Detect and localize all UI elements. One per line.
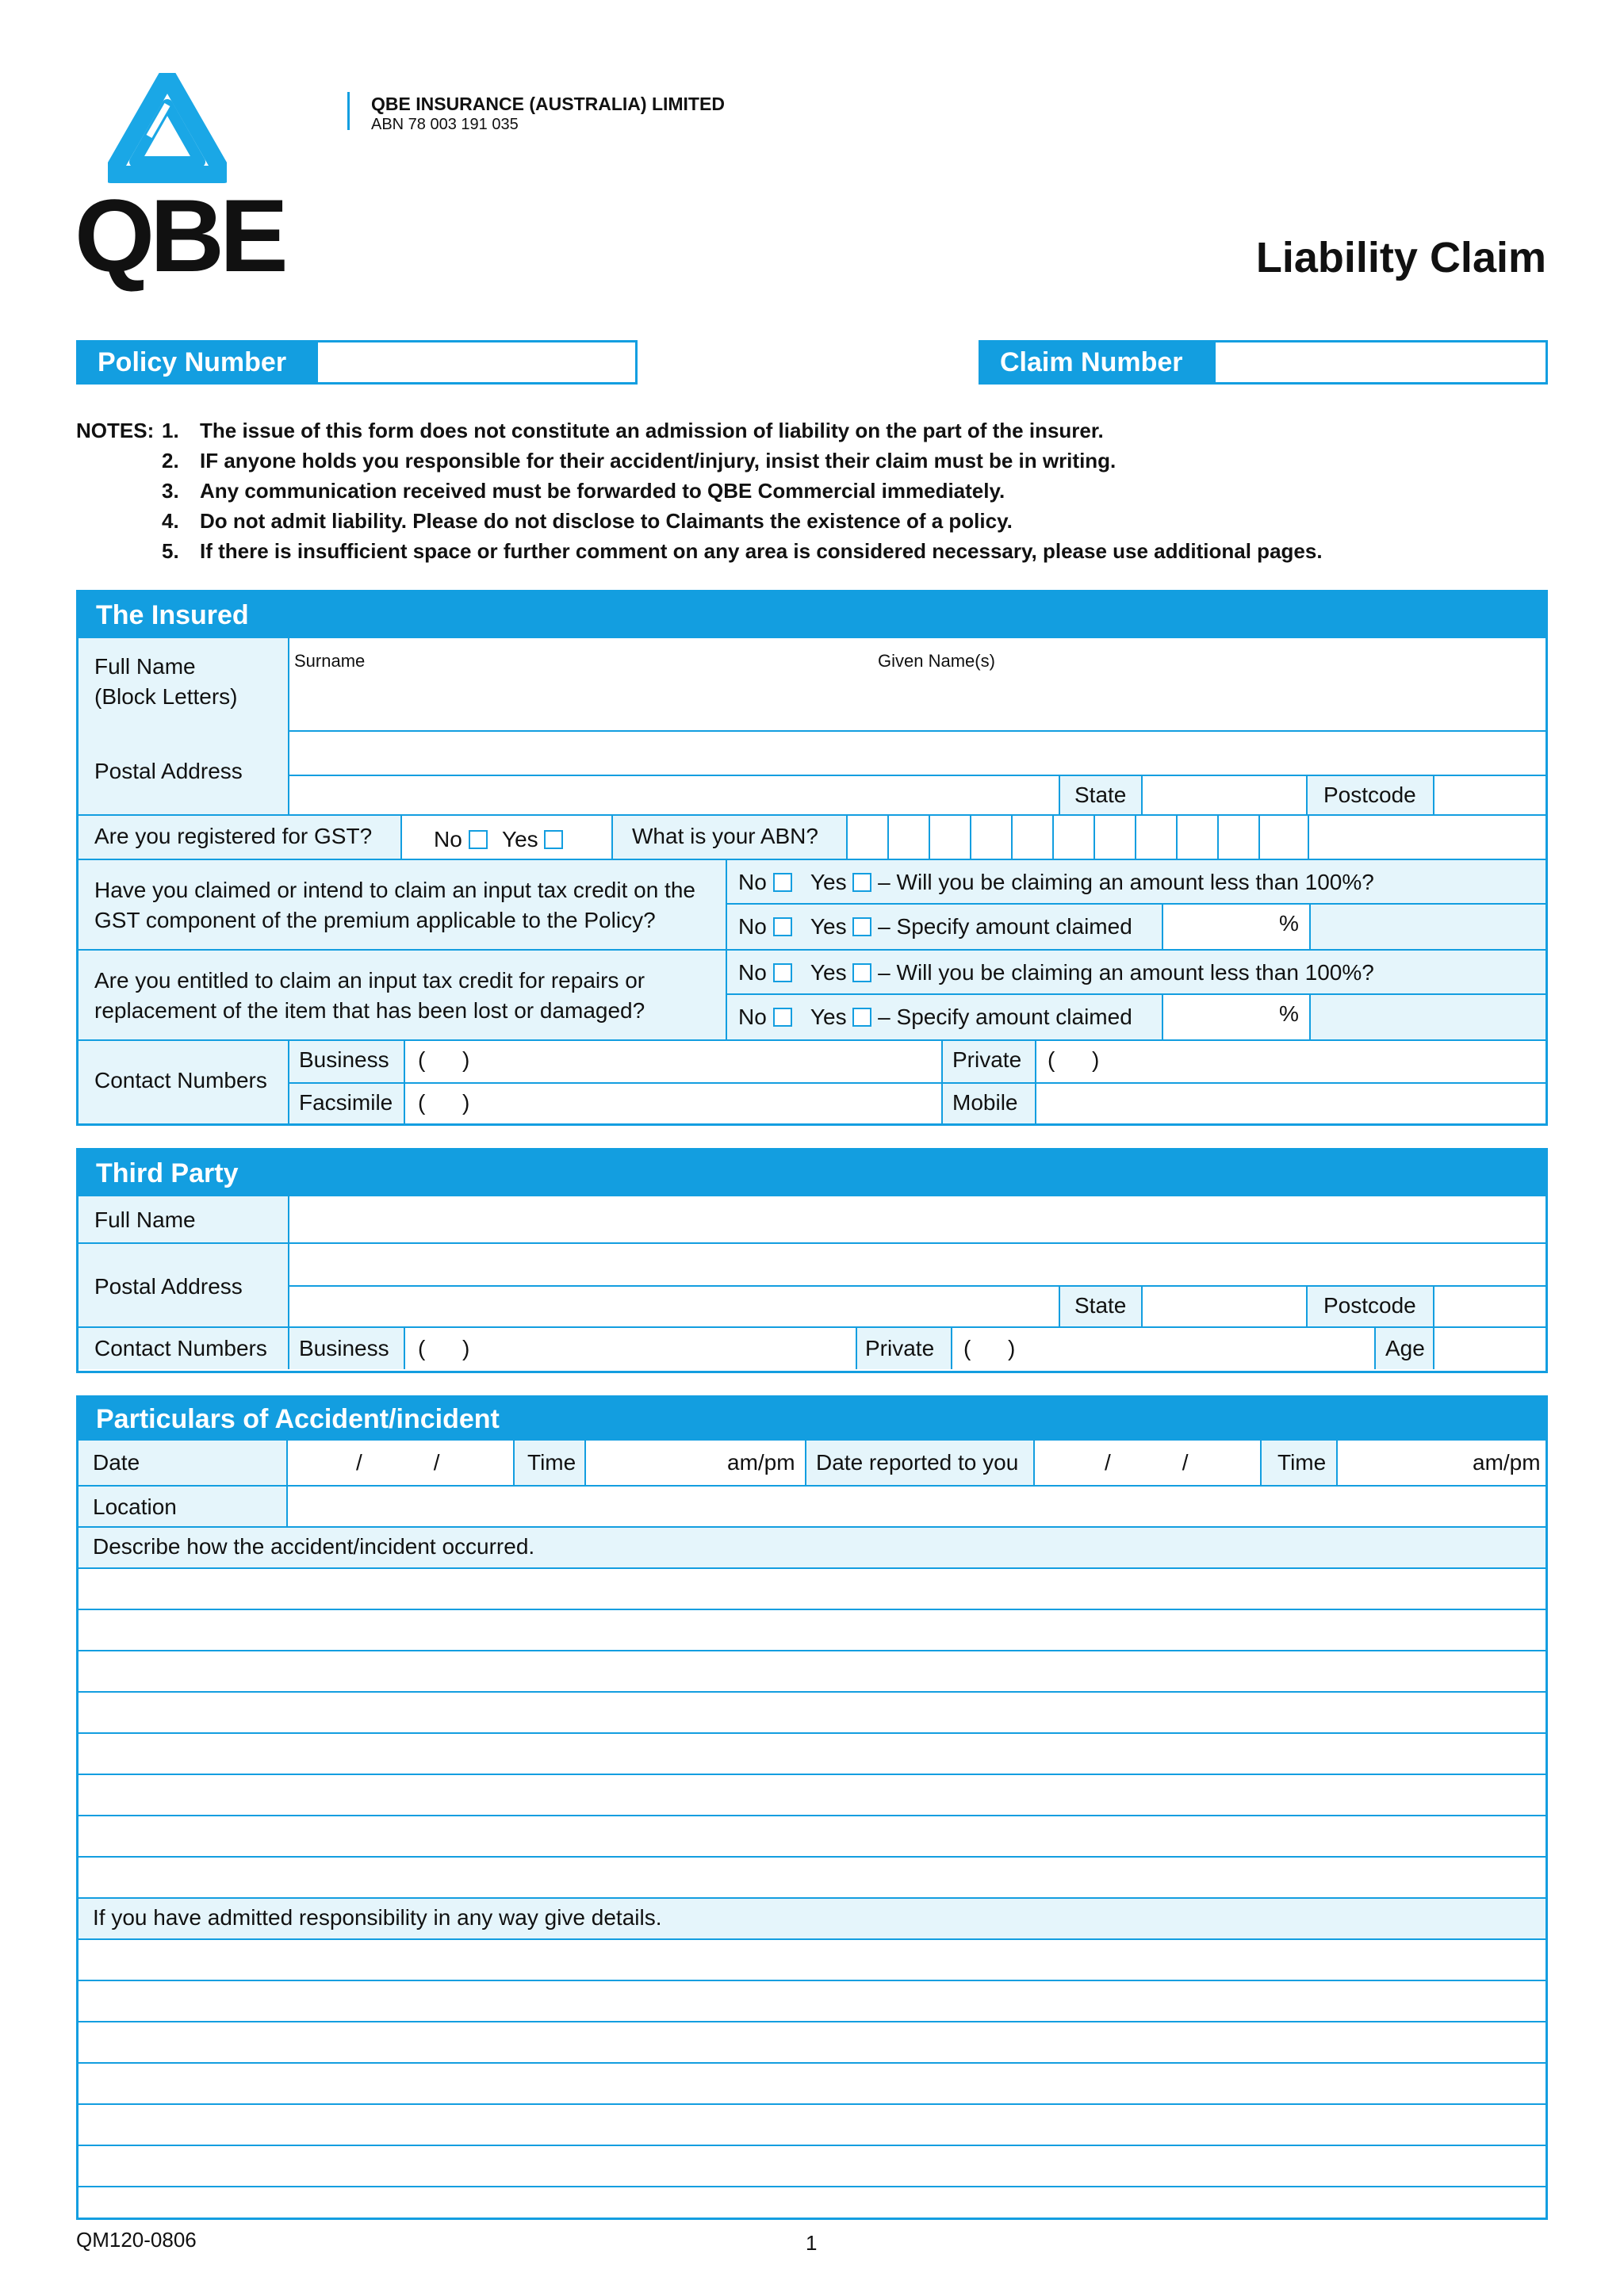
logo-wordmark: QBE <box>75 178 284 293</box>
note-item: 4. <box>162 509 179 533</box>
tp-full-name-label: Full Name <box>94 1207 196 1232</box>
insured-state-label: State <box>1074 783 1127 807</box>
time-label: Time <box>527 1450 576 1475</box>
grid-line <box>726 859 727 1039</box>
claim-number-box <box>979 340 1548 385</box>
itc2-specify-no-checkbox[interactable] <box>773 1008 792 1027</box>
page-number: 1 <box>806 2231 818 2255</box>
insured-full-name-label: Full Name <box>94 654 196 679</box>
grid-line <box>1035 1039 1036 1123</box>
note-text: If there is insufficient space or further comment on any area is considered necessary, please use additional pages. <box>200 539 1323 563</box>
grid-line <box>1306 775 1308 814</box>
tp-private-input[interactable]: ( ) <box>963 1336 1016 1360</box>
grid-line <box>1309 993 1311 1039</box>
abn-question: What is your ABN? <box>632 824 818 848</box>
insured-contact-numbers-label: Contact Numbers <box>94 1068 267 1093</box>
grid-line <box>288 1082 1545 1084</box>
tp-contact-numbers-label: Contact Numbers <box>94 1336 267 1360</box>
insured-private-input[interactable]: ( ) <box>1048 1047 1100 1072</box>
grid-line <box>1052 814 1054 859</box>
itc2-percent: % <box>1279 1001 1299 1026</box>
itc-question-1-line2: GST component of the premium applicable to the Policy? <box>94 908 656 932</box>
gst-yes-option: Yes <box>502 827 563 852</box>
grid-line <box>1308 814 1309 859</box>
grid-line <box>856 1326 857 1369</box>
grid-line <box>1217 814 1219 859</box>
grid-line <box>79 949 1545 951</box>
insured-facsimile-label: Facsimile <box>299 1090 393 1115</box>
grid-line <box>79 1815 1545 1816</box>
itc2-specify-yes-checkbox[interactable] <box>852 1008 871 1027</box>
grid-line <box>513 1441 515 1485</box>
grid-line <box>79 1938 1545 1940</box>
grid-line <box>79 2145 1545 2146</box>
notes-label: NOTES: <box>76 419 155 442</box>
grid-line <box>79 1732 1545 1734</box>
grid-line <box>79 1897 1545 1899</box>
grid-line <box>79 814 1545 816</box>
gst-no-option: No <box>434 827 488 852</box>
insured-header: The Insured <box>79 592 1545 638</box>
abn-digit-boxes[interactable] <box>846 814 1308 859</box>
admitted-label: If you have admitted responsibility in any way give details. <box>93 1905 662 1930</box>
itc1-percent: % <box>1279 911 1299 936</box>
gst-yes-checkbox[interactable] <box>544 830 563 849</box>
grid-line <box>79 1567 1545 1569</box>
grid-line <box>288 1196 289 1369</box>
grid-line <box>1059 775 1060 814</box>
time-ampm[interactable]: am/pm <box>727 1450 795 1475</box>
surname-label: Surname <box>294 651 366 671</box>
tp-postal-address-input-1[interactable] <box>288 1242 1545 1285</box>
note-text: Any communication received must be forwarded to QBE Commercial immediately. <box>200 479 1005 503</box>
grid-line <box>1258 814 1260 859</box>
tp-state-input[interactable] <box>1141 1285 1306 1326</box>
insured-facsimile-input[interactable]: ( ) <box>418 1090 470 1115</box>
gst-no-checkbox[interactable] <box>469 830 488 849</box>
note-item: 1. <box>162 419 179 442</box>
grid-line <box>1433 775 1434 814</box>
itc2-specify-row: No Yes – Specify amount claimed <box>738 1004 1132 1029</box>
grid-line <box>1141 775 1143 814</box>
tp-postcode-input[interactable] <box>1433 1285 1545 1326</box>
grid-line <box>79 1485 1545 1487</box>
note-item: 3. <box>162 479 179 503</box>
date-label: Date <box>93 1450 140 1475</box>
grid-line <box>288 1039 289 1123</box>
date-reported-input[interactable]: / / <box>1105 1450 1189 1475</box>
grid-line <box>79 1980 1545 1981</box>
grid-line <box>79 2186 1545 2187</box>
insured-mobile-label: Mobile <box>952 1090 1018 1115</box>
section-insured <box>76 590 1548 1126</box>
tp-private-label: Private <box>865 1336 935 1360</box>
itc2-less-than-row: No Yes – Will you be claiming an amount less than 100%? <box>738 960 1374 985</box>
insured-private-label: Private <box>952 1047 1022 1072</box>
grid-line <box>288 775 1545 776</box>
grid-line <box>1135 814 1136 859</box>
tp-business-input[interactable]: ( ) <box>418 1336 470 1360</box>
insured-postcode-input[interactable] <box>1433 775 1545 814</box>
grid-line <box>1059 1285 1060 1326</box>
grid-line <box>404 1326 405 1369</box>
grid-line <box>584 1441 586 1485</box>
itc1-yes-checkbox[interactable] <box>852 873 871 892</box>
grid-line <box>1309 903 1311 949</box>
form-code: QM120-0806 <box>76 2228 197 2252</box>
header-divider <box>347 92 350 130</box>
label-bg <box>1309 903 1545 949</box>
grid-line <box>970 814 971 859</box>
claim-number-input[interactable] <box>1216 342 1545 382</box>
grid-line <box>79 859 1545 860</box>
form-title: Liability Claim <box>1255 234 1546 281</box>
tp-age-input[interactable] <box>1433 1326 1545 1369</box>
itc-question-2-line1: Are you entitled to claim an input tax credit for repairs or <box>94 968 645 993</box>
insured-postcode-label: Postcode <box>1323 783 1416 807</box>
grid-line <box>79 2103 1545 2105</box>
grid-line <box>1336 1441 1338 1485</box>
note-text: Do not admit liability. Please do not disclose to Claimants the existence of a policy. <box>200 509 1013 533</box>
describe-label: Describe how the accident/incident occurred. <box>93 1534 535 1559</box>
grid-line <box>1011 814 1013 859</box>
insured-postal-address-label: Postal Address <box>94 759 243 783</box>
insured-postal-address-input-1[interactable] <box>288 730 1545 775</box>
qbe-logo <box>75 73 284 293</box>
tp-postal-address-label: Postal Address <box>94 1274 243 1299</box>
itc1-less-than-row: No Yes – Will you be claiming an amount less than 100%? <box>738 870 1374 894</box>
grid-line <box>288 638 289 814</box>
insured-business-input[interactable]: ( ) <box>418 1047 470 1072</box>
given-names-label: Given Name(s) <box>878 651 995 671</box>
grid-line <box>726 903 1545 905</box>
insured-business-label: Business <box>299 1047 389 1072</box>
insured-postal-address-input-2[interactable] <box>288 775 1059 814</box>
grid-line <box>288 1285 1545 1287</box>
grid-line <box>79 1242 1545 1244</box>
grid-line <box>1306 1285 1308 1326</box>
grid-line <box>404 1039 405 1123</box>
reported-time-label: Time <box>1277 1450 1327 1475</box>
note-text: IF anyone holds you responsible for their accident/injury, insist their claim must be in writing. <box>200 449 1116 473</box>
tp-age-label: Age <box>1385 1336 1425 1360</box>
grid-line <box>79 1774 1545 1775</box>
grid-line <box>951 1326 952 1369</box>
grid-line <box>1033 1441 1035 1485</box>
grid-line <box>1433 1285 1434 1369</box>
tp-full-name-input[interactable] <box>288 1196 1545 1242</box>
location-input[interactable] <box>286 1485 1545 1526</box>
grid-line <box>79 1039 1545 1041</box>
tp-postcode-label: Postcode <box>1323 1293 1416 1318</box>
itc1-specify-row: No Yes – Specify amount claimed <box>738 914 1132 939</box>
location-label: Location <box>93 1494 177 1519</box>
grid-line <box>941 1039 943 1123</box>
qbe-emblem-icon <box>108 73 227 184</box>
policy-number-box <box>76 340 638 385</box>
grid-line <box>400 814 402 859</box>
grid-line <box>1162 903 1163 949</box>
grid-line <box>1162 993 1163 1039</box>
tp-business-label: Business <box>299 1336 389 1360</box>
itc1-no-checkbox[interactable] <box>773 873 792 892</box>
date-reported-label: Date reported to you <box>816 1450 1019 1475</box>
itc1-specify-no-checkbox[interactable] <box>773 917 792 936</box>
insured-state-input[interactable] <box>1141 775 1306 814</box>
reported-time-ampm[interactable]: am/pm <box>1473 1450 1541 1475</box>
grid-line <box>79 1326 1545 1328</box>
gst-question: Are you registered for GST? <box>94 824 373 848</box>
grid-line <box>726 993 1545 995</box>
section-accident <box>76 1395 1548 2220</box>
grid-line <box>1260 1441 1262 1485</box>
tp-postal-address-input-2[interactable] <box>288 1285 1059 1326</box>
itc2-no-checkbox[interactable] <box>773 963 792 982</box>
grid-line <box>1374 1326 1376 1369</box>
accident-header: Particulars of Accident/incident <box>79 1398 1545 1441</box>
grid-line <box>611 814 613 859</box>
third-party-header: Third Party <box>79 1150 1545 1196</box>
grid-line <box>79 1650 1545 1651</box>
itc-question-2-line2: replacement of the item that has been lost or damaged? <box>94 998 645 1023</box>
note-item: 5. <box>162 539 179 563</box>
tp-state-label: State <box>1074 1293 1127 1318</box>
grid-line <box>79 2021 1545 2022</box>
section-third-party <box>76 1148 1548 1373</box>
insured-block-letters-label: (Block Letters) <box>94 684 238 709</box>
itc-question-1-line1: Have you claimed or intend to claim an input tax credit on the <box>94 878 695 902</box>
insured-mobile-input[interactable] <box>1035 1082 1545 1123</box>
grid-line <box>79 2062 1545 2064</box>
note-text: The issue of this form does not constitute an admission of liability on the part of the insurer. <box>200 419 1104 442</box>
claim-number-label: Claim Number <box>981 342 1216 382</box>
company-abn: ABN 78 003 191 035 <box>371 116 519 133</box>
grid-line <box>1176 814 1178 859</box>
grid-line <box>1141 1285 1143 1326</box>
company-name: QBE INSURANCE (AUSTRALIA) LIMITED <box>371 94 725 114</box>
grid-line <box>1094 814 1095 859</box>
grid-line <box>805 1441 806 1485</box>
insured-full-name-input[interactable] <box>288 638 1545 730</box>
itc1-specify-yes-checkbox[interactable] <box>852 917 871 936</box>
grid-line <box>79 1526 1545 1528</box>
policy-number-input[interactable] <box>318 342 635 382</box>
note-item: 2. <box>162 449 179 473</box>
grid-line <box>79 1691 1545 1693</box>
grid-line <box>288 730 1545 732</box>
date-input[interactable]: / / <box>356 1450 440 1475</box>
grid-line <box>79 1609 1545 1610</box>
itc2-yes-checkbox[interactable] <box>852 963 871 982</box>
policy-number-label: Policy Number <box>79 342 318 382</box>
grid-line <box>887 814 889 859</box>
grid-line <box>929 814 930 859</box>
grid-line <box>846 814 848 859</box>
grid-line <box>79 1856 1545 1858</box>
grid-line <box>286 1441 288 1526</box>
